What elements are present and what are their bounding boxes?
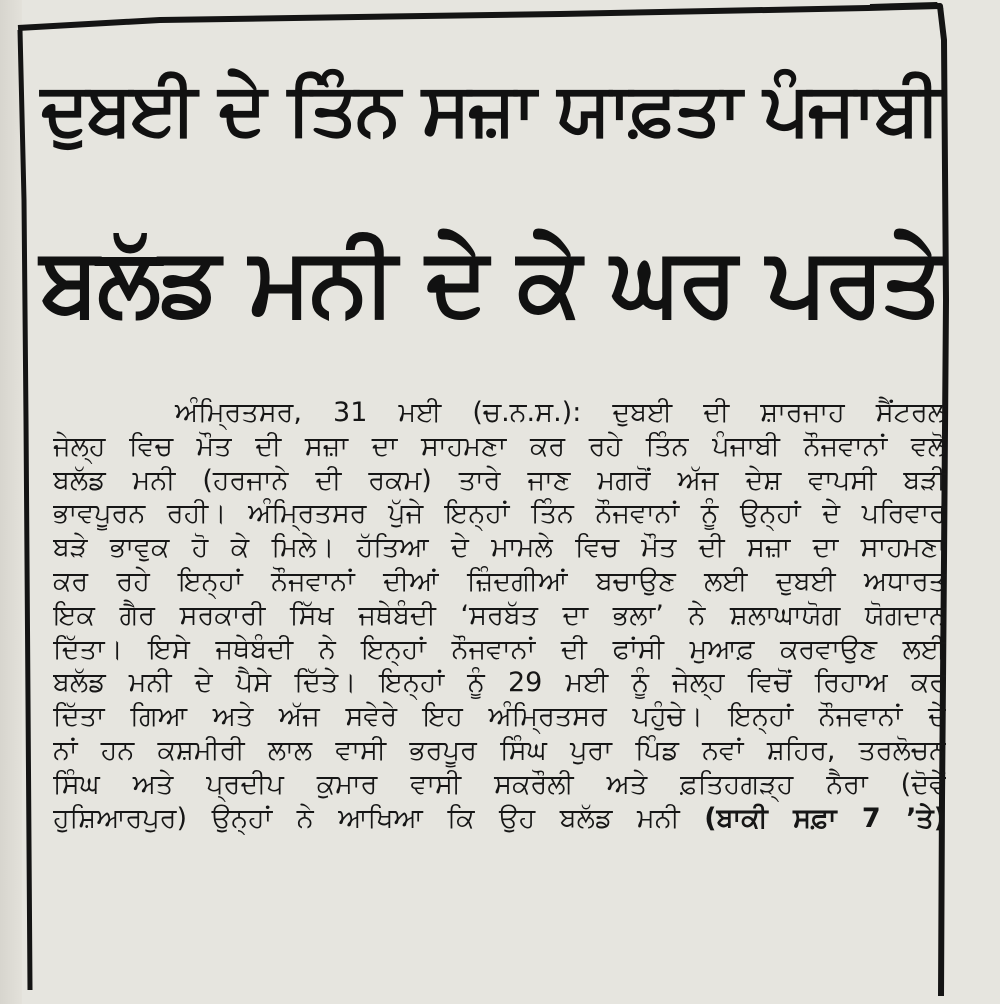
body-line: ਨਾਂ ਹਨ ਕਸ਼ਮੀਰੀ ਲਾਲ ਵਾਸੀ ਭਰਪੂਰ ਸਿੰਘ ਪੁਰਾ ਪਿੰਡ ਨਵਾਂ ਸ਼ਹਿਰ, ਤਰਲੋਚਨ (53, 734, 946, 766)
body-line: ਸਿੰਘ ਅਤੇ ਪ੍ਰਦੀਪ ਕੁਮਾਰ ਵਾਸੀ ਸਕਰੌਲੀ ਅਤੇ ਫ਼ਤਿਹਗੜ੍ਹ ਨੈਰਾ (ਦੋਵੇਂ (53, 768, 946, 800)
body-line: ਕਰ ਰਹੇ ਇਨ੍ਹਾਂ ਨੌਜਵਾਨਾਂ ਦੀਆਂ ਜ਼ਿੰਦਗੀਆਂ ਬਚਾਉਣ ਲਈ ਦੁਬਈ ਅਧਾਰਤ (53, 565, 946, 597)
body-line-text: ਹੁਸ਼ਿਆਰਪੁਰ) ਉਨ੍ਹਾਂ ਨੇ ਆਖਿਆ ਕਿ ਉਹ ਬਲੱਡ ਮਨੀ (53, 802, 680, 834)
body-line: ਬਲੱਡ ਮਨੀ ਦੇ ਪੈਸੇ ਦਿੱਤੇ। ਇਨ੍ਹਾਂ ਨੂੰ 29 ਮਈ ਨੂੰ ਜੇਲ੍ਹ ਵਿਚੋਂ ਰਿਹਾਅ ਕਰ (53, 667, 946, 699)
body-line: ਦਿੱਤਾ ਗਿਆ ਅਤੇ ਅੱਜ ਸਵੇਰੇ ਇਹ ਅੰਮ੍ਰਿਤਸਰ ਪਹੁੰਚੇ। ਇਨ੍ਹਾਂ ਨੌਜਵਾਨਾਂ ਦੇ (53, 701, 946, 733)
body-line: ਜੇਲ੍ਹ ਵਿਚ ਮੌਤ ਦੀ ਸਜ਼ਾ ਦਾ ਸਾਹਮਣਾ ਕਰ ਰਹੇ ਤਿੰਨ ਪੰਜਾਬੀ ਨੌਜਵਾਨਾਂ ਵਲੋਂ (53, 430, 946, 462)
body-line: ਬੜੇ ਭਾਵੁਕ ਹੋ ਕੇ ਮਿਲੇ। ਹੱਤਿਆ ਦੇ ਮਾਮਲੇ ਵਿਚ ਮੌਤ ਦੀ ਸਜ਼ਾ ਦਾ ਸਾਹਮਣਾ (53, 532, 946, 564)
body-line: ਦਿੱਤਾ। ਇਸੇ ਜਥੇਬੰਦੀ ਨੇ ਇਨ੍ਹਾਂ ਨੌਜਵਾਨਾਂ ਦੀ ਫਾਂਸੀ ਮੁਆਫ਼ ਕਰਵਾਉਣ ਲਈ (53, 633, 946, 665)
body-line-text: ਦੁਬਈ ਦੀ ਸ਼ਾਰਜਾਹ ਸੈਂਟਰਲ (612, 397, 946, 428)
body-line: ਬਲੱਡ ਮਨੀ (ਹਰਜਾਨੇ ਦੀ ਰਕਮ) ਤਾਰੇ ਜਾਣ ਮਗਰੋਂ ਅੱਜ ਦੇਸ਼ ਵਾਪਸੀ ਬੜੀ (53, 464, 946, 496)
body-line: ਇਕ ਗੈਰ ਸਰਕਾਰੀ ਸਿੱਖ ਜਥੇਬੰਦੀ ‘ਸਰਬੱਤ ਦਾ ਭਲਾ’ ਨੇ ਸ਼ਲਾਘਾਯੋਗ ਯੋਗਦਾਨ (53, 599, 946, 631)
body-line (53, 396, 946, 430)
body-line: ਭਾਵਪੂਰਨ ਰਹੀ। ਅੰਮ੍ਰਿਤਸਰ ਪੁੱਜੇ ਇਨ੍ਹਾਂ ਤਿੰਨ ਨੌਜਵਾਨਾਂ ਨੂੰ ਉਨ੍ਹਾਂ ਦੇ ਪਰਿਵਾਰ (53, 498, 946, 530)
headline-line-1: ਦੁਬਈ ਦੇ ਤਿੰਨ ਸਜ਼ਾ ਯਾਫ਼ਤਾ ਪੰਜਾਬੀ (40, 68, 940, 152)
body-line (53, 802, 946, 836)
article-body (53, 396, 946, 835)
dateline: ਅੰਮ੍ਰਿਤਸਰ, 31 ਮਈ (ਚ.ਨ.ਸ.): (175, 397, 582, 428)
continued-on-page-label: (ਬਾਕੀ ਸਫ਼ਾ 7 ’ਤੇ) (704, 802, 946, 834)
headline-line-2: ਬਲੱਡ ਮਨੀ ਦੇ ਕੇ ਘਰ ਪਰਤੇ (40, 227, 941, 337)
